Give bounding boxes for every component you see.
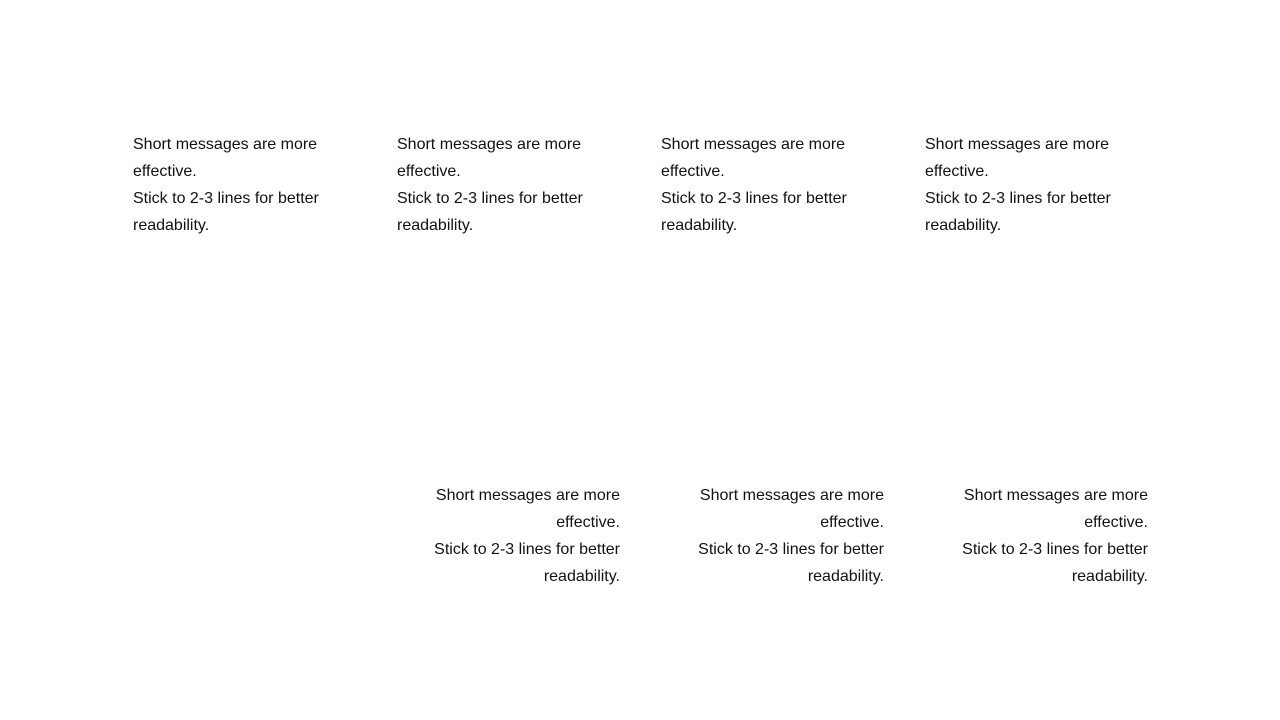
message-line-2: Stick to 2-3 lines for better readability. bbox=[698, 541, 884, 585]
message-line-1: Short messages are more effective. bbox=[397, 136, 582, 180]
message-line-2: Stick to 2-3 lines for better readability. bbox=[661, 190, 847, 234]
text-block-top-2 bbox=[397, 131, 584, 239]
message-line-2: Stick to 2-3 lines for better readability. bbox=[962, 541, 1148, 585]
text-block-bottom-2 bbox=[697, 482, 884, 590]
message-line-2: Stick to 2-3 lines for better readability. bbox=[133, 190, 319, 234]
text-block-top-4 bbox=[925, 131, 1112, 239]
message-line-1: Short messages are more effective. bbox=[963, 487, 1148, 531]
message-line-1: Short messages are more effective. bbox=[133, 136, 318, 180]
text-block-bottom-1 bbox=[433, 482, 620, 590]
message-line-2: Stick to 2-3 lines for better readability. bbox=[434, 541, 620, 585]
text-block-bottom-3 bbox=[961, 482, 1148, 590]
message-line-1: Short messages are more effective. bbox=[699, 487, 884, 531]
message-line-1: Short messages are more effective. bbox=[435, 487, 620, 531]
message-line-1: Short messages are more effective. bbox=[925, 136, 1110, 180]
message-line-2: Stick to 2-3 lines for better readability. bbox=[397, 190, 583, 234]
text-block-top-1 bbox=[133, 131, 320, 239]
text-block-top-3 bbox=[661, 131, 848, 239]
message-line-2: Stick to 2-3 lines for better readability. bbox=[925, 190, 1111, 234]
message-line-1: Short messages are more effective. bbox=[661, 136, 846, 180]
